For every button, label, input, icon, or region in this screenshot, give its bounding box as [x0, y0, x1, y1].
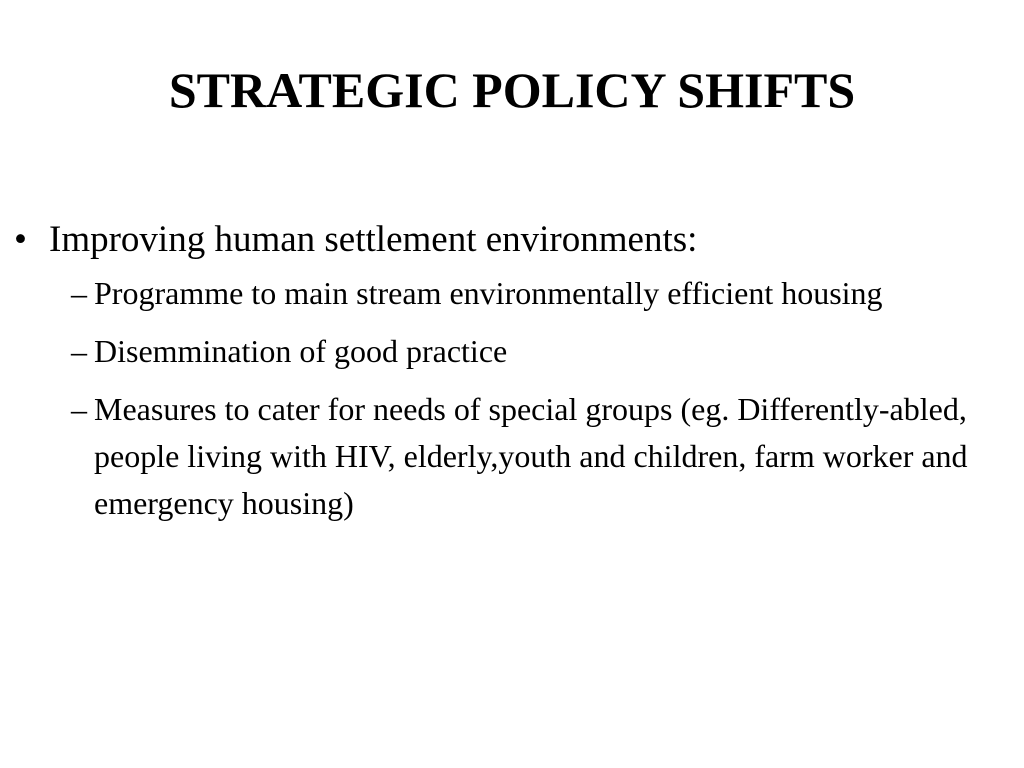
sub-bullet-item [49, 270, 1004, 317]
bullet-list [14, 214, 1004, 538]
sub-bullet-marker: – [71, 275, 87, 311]
sub-bullet-text: Measures to cater for needs of special groups (eg. Differently-abled, people living with HIV, elderly,youth and children, farm worker and emergency housing) [94, 391, 968, 521]
bullet-text: Improving human settlement environments: [49, 219, 698, 260]
sub-bullet-text: Programme to main stream environmentally efficient housing [94, 275, 883, 311]
bullet-marker: • [14, 219, 27, 260]
slide-title: STRATEGIC POLICY SHIFTS [168, 62, 856, 118]
sub-bullet-marker: – [71, 333, 87, 369]
sub-bullet-item [49, 386, 1004, 527]
sub-bullet-text: Disemmination of good practice [94, 333, 508, 369]
sub-bullet-marker: – [71, 391, 87, 427]
bullet-item [14, 214, 1004, 527]
sub-bullet-item [49, 328, 1004, 375]
sub-bullet-list [49, 270, 1004, 527]
